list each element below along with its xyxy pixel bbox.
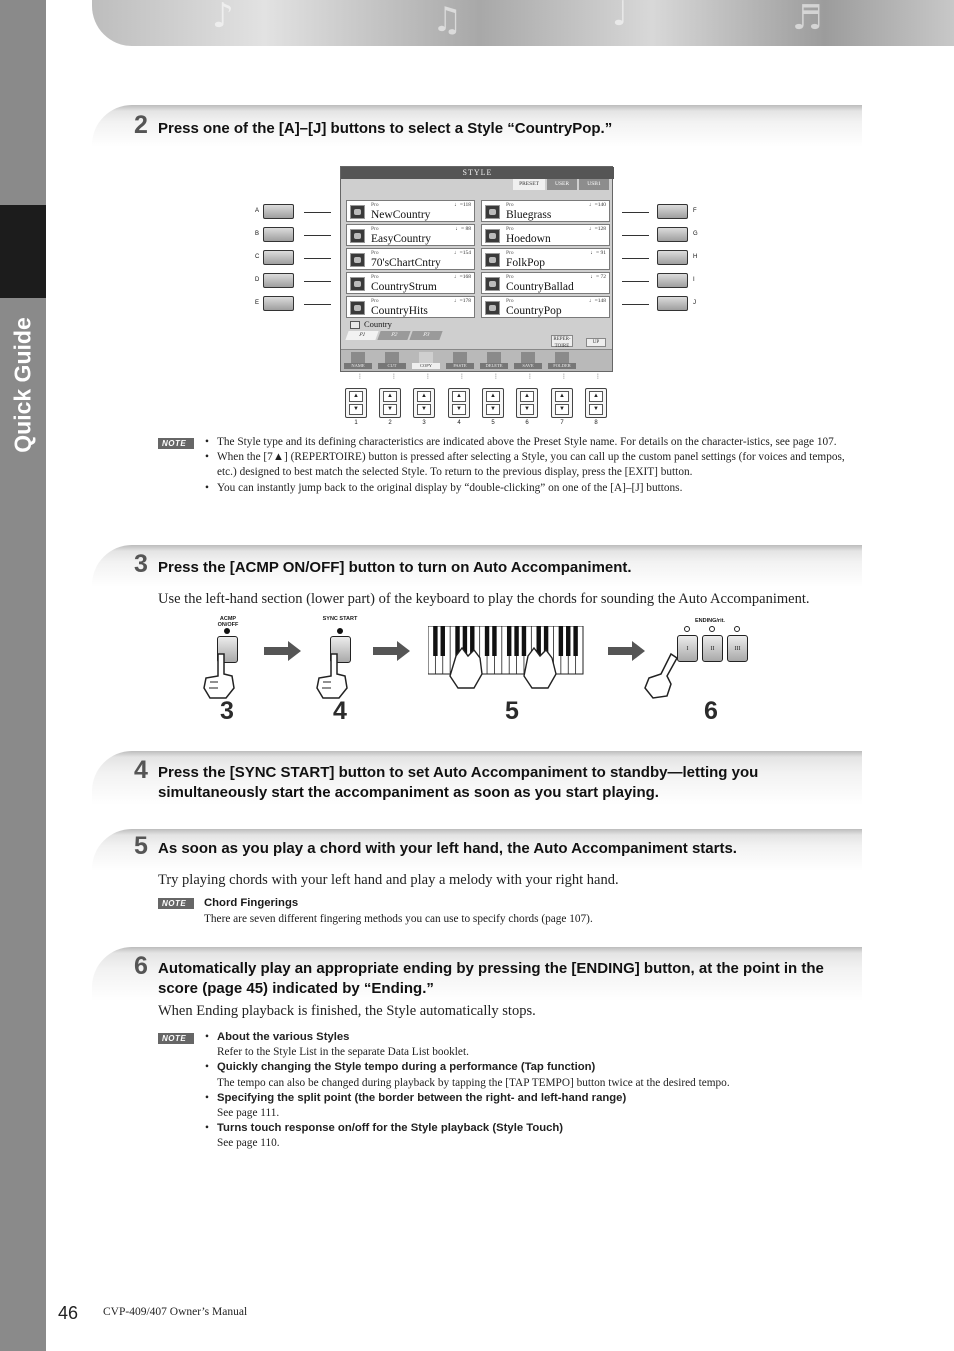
button-c[interactable] bbox=[263, 250, 294, 265]
connector-line bbox=[304, 281, 331, 282]
black-key bbox=[433, 626, 437, 656]
button-letter: F bbox=[693, 208, 697, 214]
guitar-icon bbox=[350, 205, 365, 219]
note-item: • Specifying the split point (the border between the right- and left-hand range) See page 111. bbox=[204, 1091, 864, 1121]
black-key bbox=[485, 626, 489, 656]
black-key bbox=[514, 626, 518, 656]
guitar-icon bbox=[485, 301, 500, 315]
step-number: 6 bbox=[134, 952, 148, 980]
step-marker: 5 bbox=[505, 697, 519, 725]
guitar-icon bbox=[350, 301, 365, 315]
side-tab-marker bbox=[0, 205, 46, 298]
black-key bbox=[507, 626, 511, 656]
note-title: Chord Fingerings bbox=[204, 897, 299, 909]
connector-line bbox=[622, 258, 649, 259]
step-3-header bbox=[92, 545, 862, 587]
black-key bbox=[441, 626, 445, 656]
tab-preset[interactable]: PRESET bbox=[513, 179, 545, 190]
repertoire-button[interactable]: REPER-TOIRE bbox=[551, 335, 573, 347]
manual-title: CVP-409/407 Owner’s Manual bbox=[103, 1306, 248, 1318]
side-tab[interactable] bbox=[0, 305, 46, 465]
style-item-newcountry[interactable]: Pro ♩=118 NewCountry bbox=[346, 200, 475, 222]
step-body: Try playing chords with your left hand and play a melody with your right hand. bbox=[158, 872, 619, 888]
arrow-right-icon bbox=[373, 641, 410, 661]
step-4-header bbox=[92, 751, 862, 805]
guitar-icon bbox=[350, 253, 365, 267]
note-item: • When the [7▲] (REPERTOIRE) button is pressed after selecting a Style, you can call up the custom panel settings (for voices and tempos, etc.) designed to best match the selected Style. To return to the previous display, press the [EXIT] button. bbox=[204, 450, 864, 480]
button-g[interactable] bbox=[657, 227, 688, 242]
note-item: • About the various Styles Refer to the Style List in the separate Data List booklet. bbox=[204, 1030, 864, 1060]
number-button-5[interactable]: ▲ ▼ bbox=[482, 388, 504, 418]
function-bar bbox=[341, 349, 612, 371]
button-letter: H bbox=[693, 254, 698, 260]
tab-usb1[interactable]: USB1 bbox=[579, 179, 609, 190]
ending-lamp bbox=[734, 626, 740, 632]
copy-function[interactable]: COPY bbox=[412, 352, 440, 370]
black-key bbox=[522, 626, 526, 656]
page-tab-p3[interactable]: P3 bbox=[409, 331, 442, 340]
style-item-countryballad[interactable]: Pro ♩= 72 CountryBallad bbox=[481, 272, 610, 294]
step-number: 3 bbox=[134, 550, 148, 578]
acmp-label: ACMP ON/OFF bbox=[217, 616, 239, 628]
step-2-header bbox=[92, 105, 862, 147]
step-6-header bbox=[92, 947, 862, 1001]
button-letter: G bbox=[693, 231, 698, 237]
button-letter: C bbox=[255, 254, 260, 260]
step-title: Automatically play an appropriate ending by pressing the [ENDING] button, at the point in the score (page 45) indicated by “Ending.” bbox=[158, 960, 824, 997]
pointing-hand-icon bbox=[200, 652, 240, 700]
keyboard-illustration bbox=[428, 626, 584, 696]
tab-user[interactable]: USER bbox=[547, 179, 577, 190]
button-letter: E bbox=[255, 300, 260, 306]
step-number: 2 bbox=[134, 111, 148, 139]
sync-start-label: SYNC START bbox=[322, 616, 358, 622]
number-button-6[interactable]: ▲ ▼ bbox=[516, 388, 538, 418]
button-a[interactable] bbox=[263, 204, 294, 219]
step-5-header bbox=[92, 829, 862, 871]
guitar-icon bbox=[485, 253, 500, 267]
folder-path: Country bbox=[350, 319, 392, 329]
note-item: • Turns touch response on/off for the Style playback (Style Touch) See page 110. bbox=[204, 1121, 864, 1151]
number-button-2[interactable]: ▲ ▼ bbox=[379, 388, 401, 418]
delete-function[interactable]: DELETE bbox=[480, 352, 508, 370]
name-function[interactable]: NAME bbox=[344, 352, 372, 370]
connector-line bbox=[622, 281, 649, 282]
note-item: • You can instantly jump back to the original display by “double-clicking” on one of the [A]–[J] buttons. bbox=[204, 481, 864, 496]
arrow-right-icon bbox=[608, 641, 645, 661]
folder-up-button[interactable]: UP bbox=[586, 338, 606, 347]
ending-button-i[interactable]: I bbox=[677, 635, 698, 662]
step-title: Press one of the [A]–[J] buttons to select a Style “CountryPop.” bbox=[158, 120, 613, 137]
cut-function[interactable]: CUT bbox=[378, 352, 406, 370]
screen-title: STYLE bbox=[341, 167, 614, 179]
step-title: Press the [ACMP ON/OFF] button to turn on Auto Accompaniment. bbox=[158, 559, 632, 576]
save-function[interactable]: SAVE bbox=[514, 352, 542, 370]
black-key bbox=[492, 626, 496, 656]
number-button-7[interactable]: ▲ ▼ bbox=[551, 388, 573, 418]
button-letter: B bbox=[255, 231, 260, 237]
header-banner bbox=[92, 0, 954, 46]
button-b[interactable] bbox=[263, 227, 294, 242]
black-key bbox=[559, 626, 563, 656]
banjo-icon bbox=[485, 205, 500, 219]
step-number: 5 bbox=[134, 832, 148, 860]
folder-function[interactable]: FOLDER bbox=[548, 352, 576, 370]
style-item-easycountry[interactable]: Pro ♩= 88 EasyCountry bbox=[346, 224, 475, 246]
step-number: 4 bbox=[134, 756, 148, 784]
step-marker: 3 bbox=[220, 697, 234, 725]
connector-line bbox=[304, 212, 331, 213]
style-item-countrystrum[interactable]: Pro ♩=168 CountryStrum bbox=[346, 272, 475, 294]
music-note-icon: ♩ bbox=[612, 0, 629, 34]
note-badge: NOTE bbox=[158, 1033, 194, 1044]
acmp-lamp bbox=[224, 628, 230, 634]
style-item-70schartcntry[interactable]: Pro ♩=154 70'sChartCntry bbox=[346, 248, 475, 270]
button-j[interactable] bbox=[657, 296, 688, 311]
note-list bbox=[204, 435, 864, 496]
ending-lamp bbox=[709, 626, 715, 632]
connector-line bbox=[304, 304, 331, 305]
note-badge: NOTE bbox=[158, 438, 194, 449]
guitar-icon bbox=[350, 229, 365, 243]
black-key bbox=[566, 626, 570, 656]
button-h[interactable] bbox=[657, 250, 688, 265]
guitar-icon bbox=[485, 277, 500, 291]
music-note-icon: ♫ bbox=[432, 0, 463, 40]
step-title: Press the [SYNC START] button to set Auto Accompaniment to standby—letting you simultaneously start the accompaniment as soon as you start playing. bbox=[158, 764, 759, 801]
number-button-1[interactable]: ▲ ▼ bbox=[345, 388, 367, 418]
music-note-icon: ♬ bbox=[792, 0, 823, 38]
step-marker: 4 bbox=[333, 697, 347, 725]
page-tab-p2[interactable]: P2 bbox=[377, 331, 410, 340]
note-text bbox=[204, 896, 864, 927]
music-note-icon: ♪ bbox=[212, 0, 234, 36]
ending-button-iii[interactable]: III bbox=[727, 635, 748, 662]
button-d[interactable] bbox=[263, 273, 294, 288]
page-number: 46 bbox=[58, 1303, 79, 1323]
step-body: Use the left-hand section (lower part) of the keyboard to play the chords for sounding the Auto Accompaniment. bbox=[158, 591, 810, 607]
button-i[interactable] bbox=[657, 273, 688, 288]
connector-line bbox=[622, 212, 649, 213]
step-body: When Ending playback is finished, the Style automatically stops. bbox=[158, 1003, 536, 1019]
note-list bbox=[204, 1030, 864, 1152]
ending-lamp bbox=[684, 626, 690, 632]
connector-line bbox=[622, 235, 649, 236]
step-title: As soon as you play a chord with your left hand, the Auto Accompaniment starts. bbox=[158, 840, 737, 857]
ending-label: ENDING/rit. bbox=[695, 618, 725, 624]
connector-line bbox=[304, 235, 331, 236]
guitar-icon bbox=[485, 229, 500, 243]
button-letter: J bbox=[693, 300, 696, 306]
button-f[interactable] bbox=[657, 204, 688, 219]
connector-line bbox=[622, 304, 649, 305]
style-item-bluegrass[interactable]: Pro ♩=140 Bluegrass bbox=[481, 200, 610, 222]
side-tab-label: Quick Guide bbox=[9, 317, 36, 453]
button-letter: I bbox=[693, 277, 695, 283]
note-item: • Quickly changing the Style tempo during a performance (Tap function) The tempo can also be changed during playback by tapping the [TAP TEMPO] button twice at the desired tempo. bbox=[204, 1060, 864, 1090]
page-tab-p1[interactable]: P1 bbox=[345, 331, 378, 340]
side-tab-strip bbox=[0, 0, 46, 1351]
number-button-4[interactable]: ▲ ▼ bbox=[448, 388, 470, 418]
number-button-8[interactable]: ▲ ▼ bbox=[585, 388, 607, 418]
style-item-folkpop[interactable]: Pro ♩= 91 FolkPop bbox=[481, 248, 610, 270]
sync-start-lamp bbox=[337, 628, 343, 634]
step-marker: 6 bbox=[704, 697, 718, 725]
style-item-hoedown[interactable]: Pro ♩=128 Hoedown bbox=[481, 224, 610, 246]
black-key bbox=[573, 626, 577, 656]
button-letter: D bbox=[255, 277, 260, 283]
style-item-countrypop[interactable]: Pro ♩=148 CountryPop bbox=[481, 296, 610, 318]
note-body: There are seven different fingering methods you can use to specify chords (page 107). bbox=[204, 912, 593, 925]
ending-button-ii[interactable]: II bbox=[702, 635, 723, 662]
number-button-3[interactable]: ▲ ▼ bbox=[413, 388, 435, 418]
paste-function[interactable]: PASTE bbox=[446, 352, 474, 370]
pointing-hand-icon bbox=[313, 652, 353, 700]
style-item-countryhits[interactable]: Pro ♩=178 CountryHits bbox=[346, 296, 475, 318]
note-badge: NOTE bbox=[158, 898, 194, 909]
arrow-right-icon bbox=[264, 641, 301, 661]
pointing-hand-icon bbox=[641, 652, 681, 700]
note-item: • The Style type and its defining characteristics are indicated above the Preset Style name. For details on the character-istics, see page 107. bbox=[204, 435, 864, 450]
button-e[interactable] bbox=[263, 296, 294, 311]
guitar-icon bbox=[350, 277, 365, 291]
button-letter: A bbox=[255, 208, 260, 214]
style-screen bbox=[340, 166, 613, 372]
connector-line bbox=[304, 258, 331, 259]
